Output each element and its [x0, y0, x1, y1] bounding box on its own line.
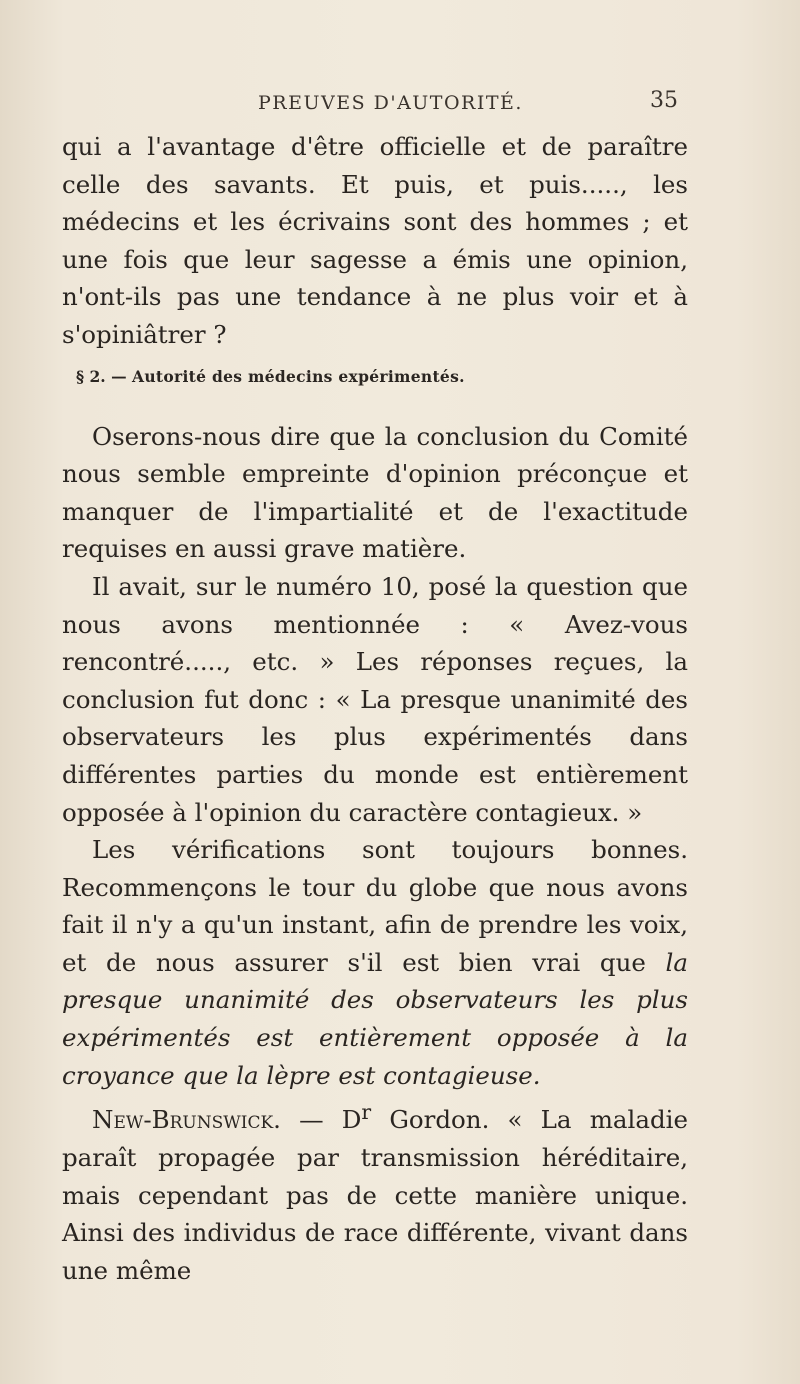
running-head: PREUVES D'AUTORITÉ.	[258, 92, 523, 114]
italic-quote: la presque unanimité des observateurs les plus expérimentés est entièrement opposée à la croyance que la lèpre est contagieuse.	[62, 947, 688, 1090]
paragraph-text: Gordon. « La maladie paraît propagée par transmission héréditaire, mais cependant pas de cette manière unique. Ainsi des individus de race différente, vivant dans une même	[62, 1105, 688, 1285]
paragraph	[62, 1094, 688, 1289]
page-header	[258, 88, 678, 118]
section-title: Autorité des médecins expérimentés.	[132, 366, 465, 386]
paragraph	[62, 831, 688, 1094]
paragraph-text: Les vérifications sont toujours bonnes. Recommençons le tour du globe que nous avons fait il n'y a qu'un instant, afin de prendre les voix, et de nous assurer s'il est bien vrai que	[62, 835, 688, 977]
section-heading	[62, 362, 688, 392]
paragraph-continuation: qui a l'avantage d'être officielle et de paraître celle des savants. Et puis, et puis....., les médecins et les écrivains sont des hommes ; et une fois que leur sagesse a émis une opinion, n'ont-ils pas une tendance à ne plus voir et à s'opiniâtrer ?	[62, 132, 688, 349]
body-text	[62, 128, 688, 1289]
page-number: 35	[650, 88, 678, 113]
dash: —	[280, 1105, 342, 1135]
paragraph: Il avait, sur le numéro 10, posé la question que nous avons mentionnée : « Avez-vous rencontré....., etc. » Les réponses reçues, la conclusion fut donc : « La presque unanimité des observateurs les plus expérimentés dans différentes parties du monde est entièrement opposée à l'opinion du caractère contagieux. »	[62, 571, 688, 827]
doctor-abbrev: D	[341, 1105, 362, 1135]
paragraph: Oserons-nous dire que la conclusion du Comité nous semble empreinte d'opinion préconçue et manquer de l'impartialité et de l'exactitude requises en aussi grave matière.	[62, 421, 688, 564]
doctor-abbrev-sup: r	[361, 1100, 372, 1125]
section-number: § 2. —	[76, 366, 127, 386]
place-name: New-Brunswick.	[92, 1105, 281, 1135]
